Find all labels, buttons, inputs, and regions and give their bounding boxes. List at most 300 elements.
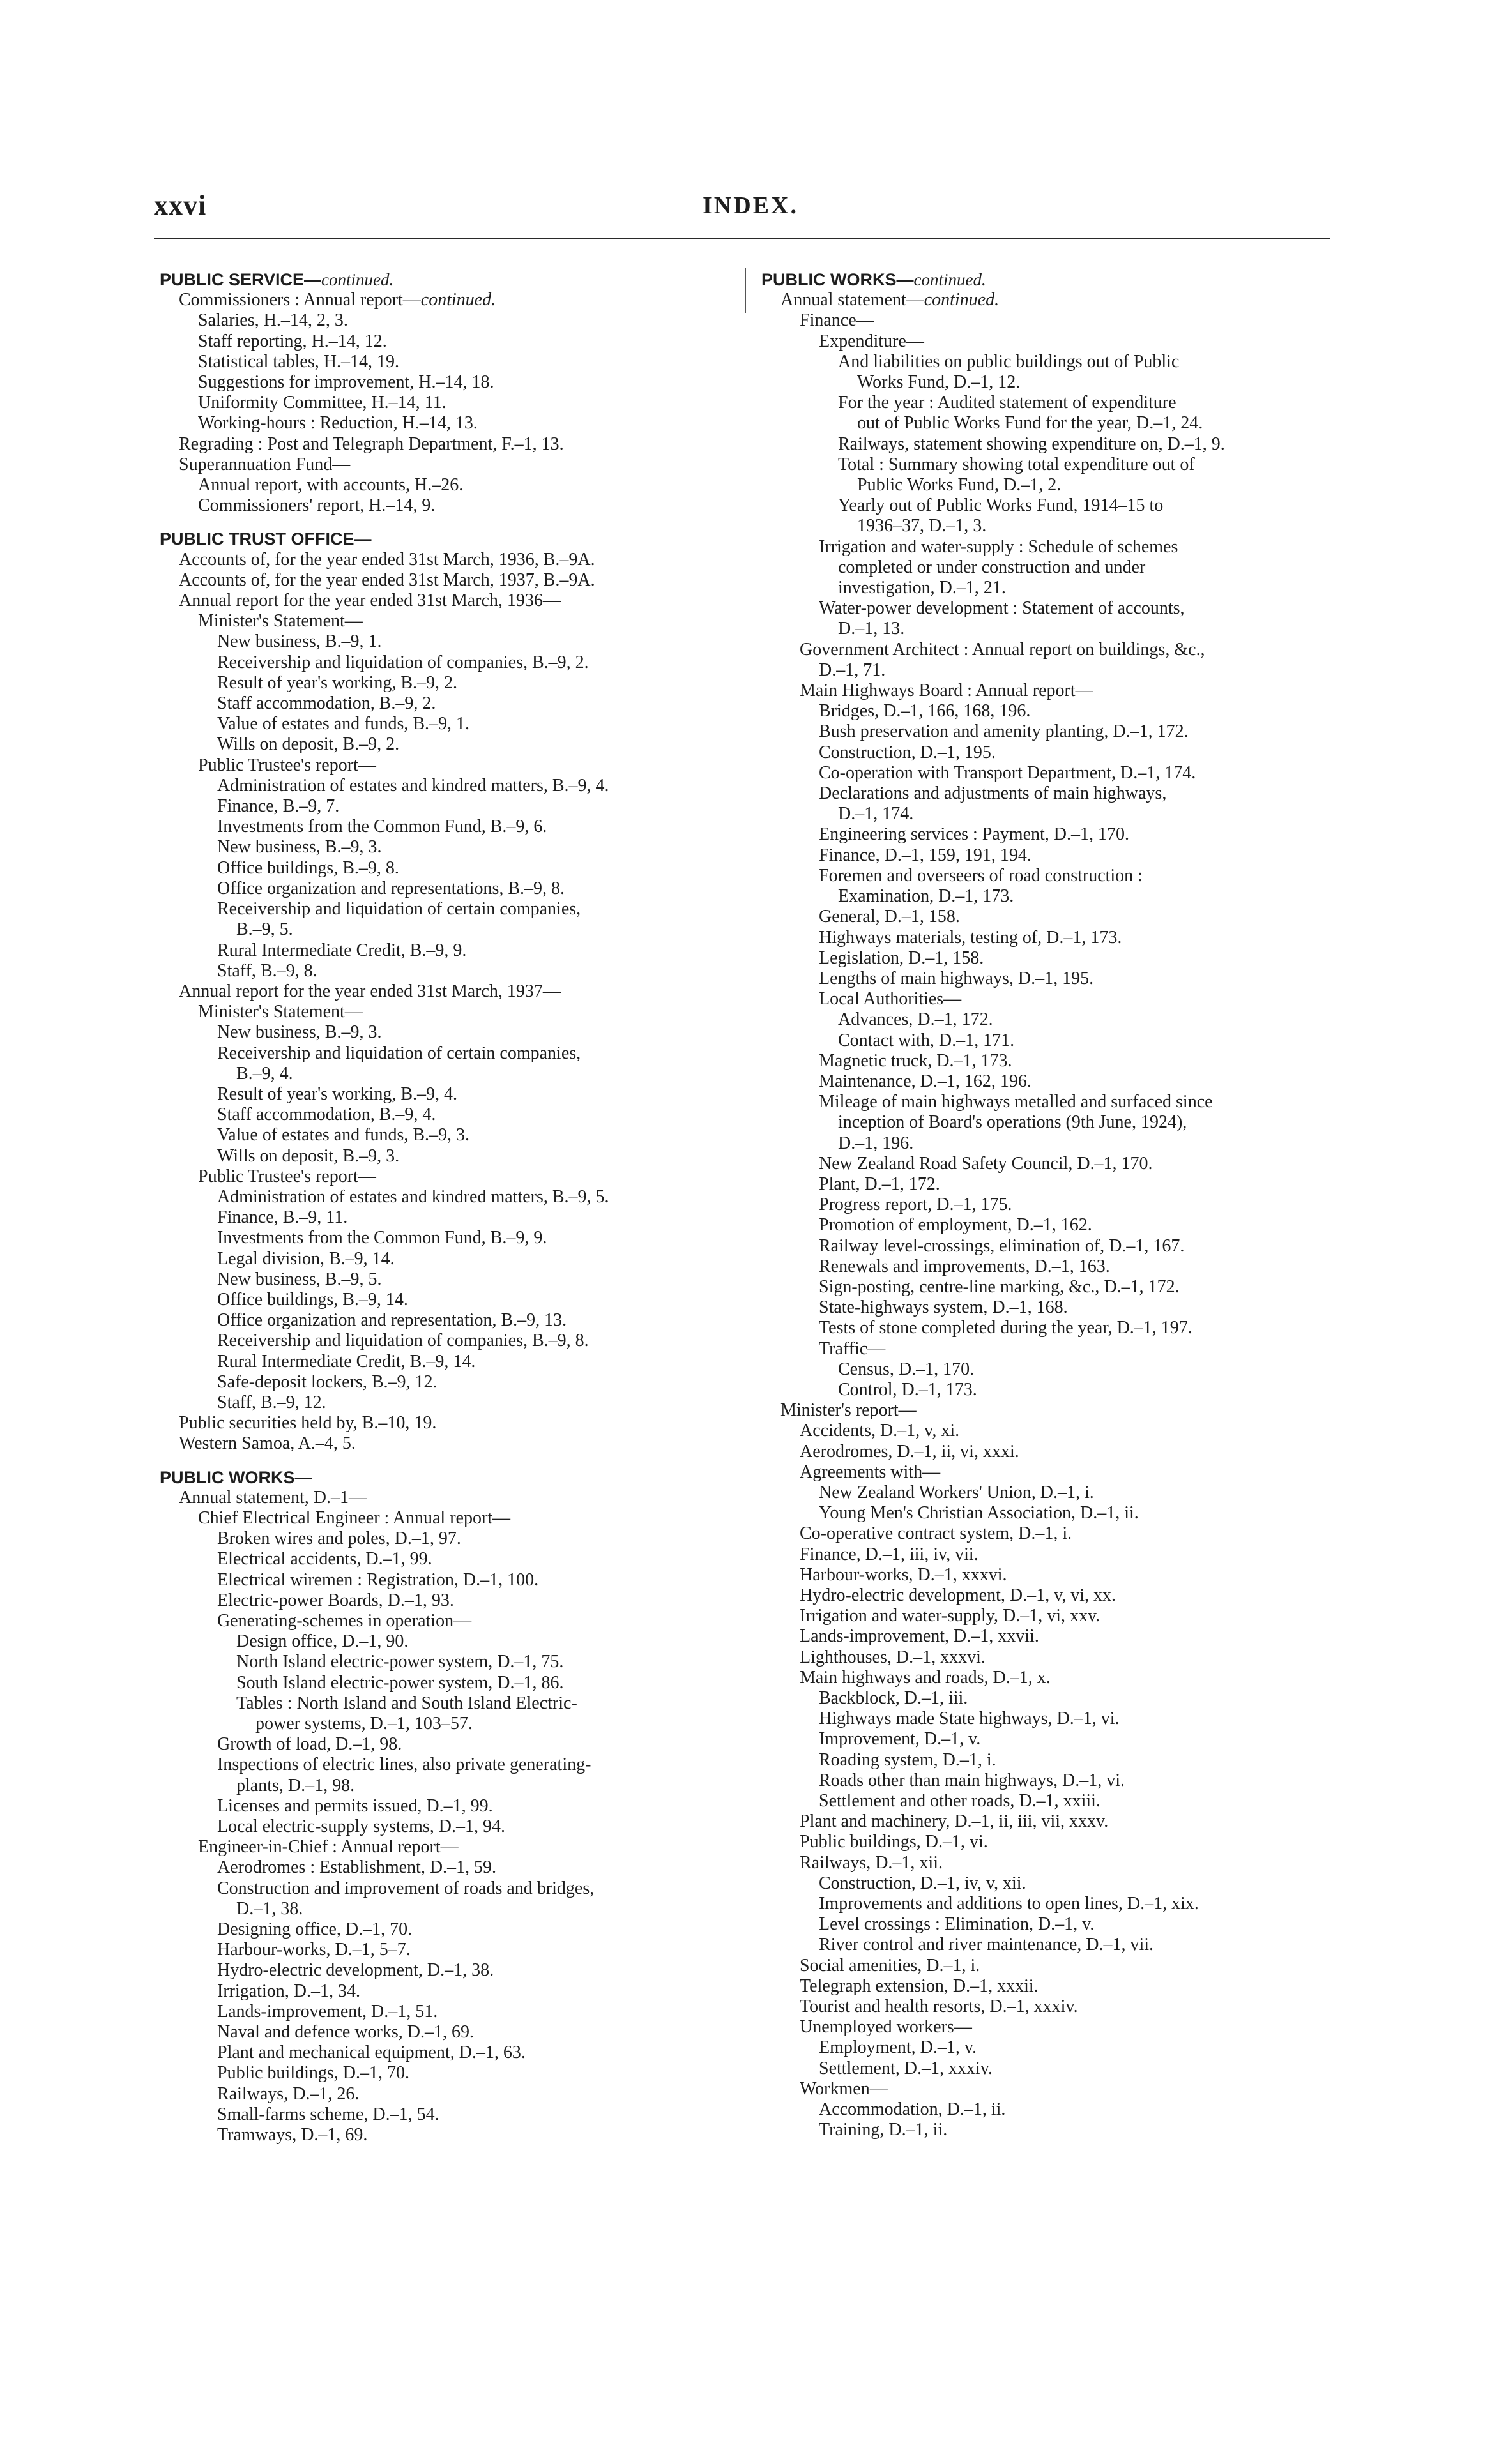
entry-text: Lighthouses, D.–1, xxxvi. — [800, 1647, 986, 1667]
entry-text: Receivership and liquidation of certain companies, — [217, 899, 581, 919]
entry-text: Designing office, D.–1, 70. — [217, 1919, 413, 1940]
entry-text: Public buildings, D.–1, vi. — [800, 1832, 988, 1852]
entry-text: Lengths of main highways, D.–1, 195. — [819, 968, 1094, 988]
entry-text: Finance— — [800, 310, 874, 331]
entry-text: Plant and machinery, D.–1, ii, iii, vii, xxxv. — [800, 1811, 1109, 1832]
entry-text: And liabilities on public buildings out of Public — [838, 351, 1180, 372]
page-number: xxvi — [154, 190, 207, 221]
entry-text: Progress report, D.–1, 175. — [819, 1195, 1012, 1215]
entry-text: Hydro-electric development, D.–1, v, vi, xx. — [800, 1585, 1116, 1605]
entry-text: Main highways and roads, D.–1, x. — [800, 1667, 1051, 1688]
entry-text: Harbour-works, D.–1, xxxvi. — [800, 1564, 1007, 1585]
entry-text: Investments from the Common Fund, B.–9, 9. — [217, 1228, 547, 1248]
entry-text: Hydro-electric development, D.–1, 38. — [217, 1960, 494, 1981]
index-entry — [160, 879, 741, 899]
entry-text: Plant, D.–1, 172. — [819, 1174, 940, 1194]
index-entry — [761, 886, 1336, 907]
entry-text: Aerodromes, D.–1, ii, vi, xxxi. — [800, 1441, 1019, 1462]
entry-text: Railways, D.–1, xii. — [800, 1852, 943, 1873]
entry-text: Suggestions for improvement, H.–14, 18. — [198, 372, 494, 393]
index-entry — [761, 1791, 1336, 1811]
entry-text: Generating-schemes in operation— — [217, 1611, 472, 1631]
index-entry — [761, 2017, 1336, 2037]
entry-text: Water-power development : Statement of accounts, — [819, 598, 1185, 619]
index-entry — [761, 928, 1336, 948]
entry-text: Aerodromes : Establishment, D.–1, 59. — [217, 1857, 497, 1878]
entry-text: Safe-deposit lockers, B.–9, 12. — [217, 1372, 438, 1392]
entry-text: Finance, D.–1, iii, iv, vii. — [800, 1544, 978, 1564]
index-entry — [761, 1832, 1336, 1852]
index-entry — [160, 1899, 741, 1919]
index-entry — [160, 1207, 741, 1228]
entry-text: Result of year's working, B.–9, 4. — [217, 1084, 458, 1104]
entry-text: Highways materials, testing of, D.–1, 173. — [819, 927, 1122, 948]
index-entry — [761, 1853, 1336, 1873]
entry-text: For the year : Audited statement of expenditure — [838, 393, 1176, 413]
index-entry — [761, 1688, 1336, 1709]
index-entry — [160, 714, 741, 734]
entry-text: Declarations and adjustments of main highways, — [819, 783, 1167, 804]
entry-text: Administration of estates and kindred matters, B.–9, 5. — [217, 1186, 609, 1207]
entry-text: Regrading : Post and Telegraph Department, F.–1, 13. — [179, 434, 564, 454]
entry-text: Finance, B.–9, 7. — [217, 796, 340, 817]
entry-text: Working-hours : Reduction, H.–14, 13. — [198, 413, 478, 434]
entry-text: Telegraph extension, D.–1, xxxii. — [800, 1976, 1039, 1996]
index-entry — [160, 475, 741, 495]
index-entry — [761, 660, 1336, 681]
index-entry — [761, 1647, 1336, 1668]
index-entry — [160, 1433, 741, 1454]
entry-text: D.–1, 13. — [838, 619, 905, 639]
index-entry — [761, 1092, 1336, 1112]
index-entry — [160, 1022, 741, 1043]
page-title: INDEX. — [703, 192, 798, 219]
entry-text: Minister's report— — [780, 1400, 917, 1421]
entry-text: Foremen and overseers of road construction : — [819, 865, 1143, 886]
entry-text: Railways, D.–1, 26. — [217, 2083, 360, 2104]
entry-text: Mileage of main highways metalled and surfaced since — [819, 1092, 1213, 1112]
index-entry — [761, 1585, 1336, 1606]
index-entry — [160, 290, 741, 310]
entry-text: Receivership and liquidation of companies, B.–9, 2. — [217, 652, 589, 672]
index-entry — [160, 2022, 741, 2043]
entry-text: Annual statement— — [780, 290, 924, 310]
entry-text: Annual statement, D.–1— — [179, 1487, 367, 1508]
index-entry — [761, 1503, 1336, 1523]
index-entry — [160, 2084, 741, 2105]
index-entry — [160, 1693, 741, 1714]
entry-text: Traffic— — [819, 1338, 886, 1359]
entry-text: Training, D.–1, ii. — [819, 2120, 948, 2140]
left-column — [160, 269, 741, 2145]
index-entry — [160, 1529, 741, 1549]
index-entry — [160, 1372, 741, 1393]
entry-text: Agreements with— — [800, 1462, 941, 1482]
index-entry — [761, 619, 1336, 639]
entry-text: Maintenance, D.–1, 162, 196. — [819, 1071, 1031, 1091]
entry-text: Sign-posting, centre-line marking, &c., D.–1, 172. — [819, 1276, 1180, 1297]
index-entry — [160, 1734, 741, 1755]
entry-text: Irrigation and water-supply, D.–1, vi, xxv. — [800, 1606, 1100, 1626]
index-entry — [761, 845, 1336, 866]
index-entry — [160, 693, 741, 714]
entry-text: New business, B.–9, 3. — [217, 1022, 382, 1043]
index-heading — [761, 269, 1336, 290]
entry-text: Engineer-in-Chief : Annual report— — [198, 1837, 459, 1857]
entry-text: Construction, D.–1, iv, v, xii. — [819, 1873, 1026, 1893]
index-entry — [761, 1771, 1336, 1791]
index-entry — [160, 1249, 741, 1269]
entry-text: completed or under construction and under — [838, 557, 1146, 577]
entry-text: Accounts of, for the year ended 31st March, 1937, B.–9A. — [179, 570, 595, 590]
index-entry — [761, 1133, 1336, 1154]
index-entry — [761, 1811, 1336, 1832]
entry-text: Roading system, D.–1, i. — [819, 1750, 996, 1770]
index-entry — [160, 1796, 741, 1817]
index-entry — [160, 1187, 741, 1207]
index-entry — [160, 1776, 741, 1796]
index-entry — [761, 1873, 1336, 1894]
index-entry — [761, 1236, 1336, 1257]
entry-text: Office organization and representation, B.–9, 13. — [217, 1310, 567, 1331]
entry-text: Commissioners : Annual report— — [179, 290, 421, 310]
entry-text: Annual report for the year ended 31st March, 1936— — [179, 591, 561, 611]
entry-text: Irrigation, D.–1, 34. — [217, 1981, 360, 2001]
index-entry — [160, 550, 741, 570]
header-rule — [154, 238, 1330, 239]
entry-text: Examination, D.–1, 173. — [838, 886, 1014, 907]
entry-text: D.–1, 174. — [838, 804, 914, 824]
entry-text: Backblock, D.–1, iii. — [819, 1688, 968, 1709]
index-entry — [160, 1817, 741, 1837]
entry-text: Co-operative contract system, D.–1, i. — [800, 1523, 1072, 1544]
index-entry — [160, 1981, 741, 2002]
index-entry — [160, 495, 741, 516]
index-entry — [160, 591, 741, 611]
entry-text: Plant and mechanical equipment, D.–1, 63. — [217, 2043, 526, 2063]
entry-text: New Zealand Workers' Union, D.–1, i. — [819, 1482, 1094, 1502]
entry-text: Salaries, H.–14, 2, 3. — [198, 310, 348, 331]
entry-text: B.–9, 5. — [236, 919, 293, 940]
index-entry — [160, 434, 741, 455]
entry-text: Census, D.–1, 170. — [838, 1359, 975, 1379]
index-entry — [761, 1071, 1336, 1092]
entry-text: Public Trustee's report— — [198, 755, 376, 775]
entry-text: PUBLIC TRUST OFFICE— — [160, 529, 372, 549]
index-entry — [160, 1714, 741, 1734]
index-entry — [160, 1064, 741, 1084]
entry-text: Settlement and other roads, D.–1, xxiii. — [819, 1791, 1100, 1811]
entry-text: Bush preservation and amenity planting, D.–1, 172. — [819, 722, 1189, 742]
index-entry — [761, 1297, 1336, 1318]
index-entry — [160, 1591, 741, 1611]
index-entry — [761, 989, 1336, 1009]
index-entry — [160, 1631, 741, 1652]
index-entry — [160, 1146, 741, 1167]
index-entry — [160, 2063, 741, 2083]
entry-text: PUBLIC SERVICE— — [160, 270, 322, 289]
index-entry — [761, 310, 1336, 331]
index-entry — [761, 1483, 1336, 1503]
entry-text: Main Highways Board : Annual report— — [800, 681, 1093, 701]
entry-text: Construction and improvement of roads and bridges, — [217, 1878, 595, 1898]
entry-text: Office buildings, B.–9, 14. — [217, 1289, 408, 1310]
index-entry — [160, 858, 741, 879]
entry-text: Receivership and liquidation of certain companies, — [217, 1043, 581, 1063]
index-entry — [160, 413, 741, 434]
index-entry — [160, 776, 741, 796]
entry-text: Improvement, D.–1, v. — [819, 1729, 981, 1750]
index-entry — [160, 1549, 741, 1569]
index-entry — [761, 2120, 1336, 2140]
entry-text: Office organization and representations, B.–9, 8. — [217, 878, 565, 898]
index-entry — [761, 413, 1336, 434]
entry-text: Lands-improvement, D.–1, xxvii. — [800, 1626, 1039, 1647]
index-heading — [160, 529, 741, 549]
index-entry — [160, 1570, 741, 1591]
entry-text: Staff, B.–9, 8. — [217, 960, 317, 981]
entry-text: New business, B.–9, 3. — [217, 837, 382, 858]
entry-text: Uniformity Committee, H.–14, 11. — [198, 393, 446, 413]
index-entry — [160, 796, 741, 817]
index-entry — [160, 1043, 741, 1064]
entry-text: Young Men's Christian Association, D.–1, ii. — [819, 1503, 1139, 1523]
index-entry — [160, 1290, 741, 1310]
index-entry — [761, 1257, 1336, 1277]
index-entry — [761, 1421, 1336, 1441]
entry-text: Advances, D.–1, 172. — [838, 1009, 993, 1030]
index-entry — [160, 817, 741, 837]
index-entry — [160, 981, 741, 1002]
index-entry — [761, 290, 1336, 310]
entry-text: Tables : North Island and South Island Electric- — [236, 1693, 577, 1713]
entry-text: D.–1, 71. — [819, 660, 886, 680]
index-entry — [761, 1339, 1336, 1359]
index-entry — [160, 1508, 741, 1529]
entry-text: investigation, D.–1, 21. — [838, 578, 1006, 598]
index-entry — [761, 1359, 1336, 1380]
index-entry — [160, 1228, 741, 1248]
entry-text: Rural Intermediate Credit, B.–9, 14. — [217, 1351, 476, 1372]
entry-text: Inspections of electric lines, also private generating- — [217, 1755, 591, 1775]
entry-text: Statistical tables, H.–14, 19. — [198, 351, 399, 372]
index-entry — [761, 393, 1336, 413]
index-entry — [761, 907, 1336, 927]
index-entry — [761, 701, 1336, 722]
entry-text: power systems, D.–1, 103–57. — [255, 1714, 473, 1734]
index-entry — [761, 743, 1336, 763]
index-entry — [160, 653, 741, 673]
entry-text: Result of year's working, B.–9, 2. — [217, 672, 458, 693]
entry-text: Irrigation and water-supply : Schedule of schemes — [819, 536, 1178, 557]
index-heading — [160, 269, 741, 290]
index-entry — [160, 1413, 741, 1433]
entry-text: Settlement, D.–1, xxxiv. — [819, 2058, 993, 2078]
index-entry — [160, 1084, 741, 1105]
entry-text: Tourist and health resorts, D.–1, xxxiv. — [800, 1997, 1078, 2017]
index-entry — [761, 352, 1336, 372]
entry-text: Legislation, D.–1, 158. — [819, 948, 984, 968]
index-entry — [761, 598, 1336, 619]
entry-text: Tests of stone completed during the year, D.–1, 197. — [819, 1318, 1192, 1338]
entry-text: Wills on deposit, B.–9, 3. — [217, 1145, 400, 1166]
index-entry — [761, 804, 1336, 824]
index-entry — [160, 570, 741, 591]
entry-text: Naval and defence works, D.–1, 69. — [217, 2022, 474, 2043]
index-entry — [160, 1673, 741, 1693]
index-entry — [761, 1523, 1336, 1544]
index-entry — [160, 2002, 741, 2022]
index-entry — [761, 1935, 1336, 1955]
entry-text: D.–1, 38. — [236, 1898, 303, 1919]
index-entry — [160, 1105, 741, 1125]
index-entry — [761, 1318, 1336, 1338]
entry-text: New Zealand Road Safety Council, D.–1, 170. — [819, 1153, 1153, 1174]
index-entry — [160, 1269, 741, 1290]
entry-text: Bridges, D.–1, 166, 168, 196. — [819, 701, 1031, 722]
continued-label: continued. — [924, 290, 1000, 310]
index-entry — [761, 372, 1336, 393]
index-entry — [761, 1668, 1336, 1688]
entry-text: Engineering services : Payment, D.–1, 170. — [819, 824, 1130, 845]
index-entry — [160, 631, 741, 652]
entry-text: Expenditure— — [819, 331, 924, 351]
entry-text: Public Trustee's report— — [198, 1166, 376, 1186]
index-entry — [160, 2125, 741, 2145]
index-heading — [160, 1467, 741, 1488]
entry-text: Roads other than main highways, D.–1, vi. — [819, 1770, 1125, 1790]
index-entry — [761, 1051, 1336, 1071]
index-entry — [761, 866, 1336, 886]
index-entry — [160, 1002, 741, 1022]
continued-label: continued. — [420, 290, 496, 310]
index-entry — [761, 2059, 1336, 2079]
index-entry — [160, 1940, 741, 1960]
index-entry — [160, 1837, 741, 1857]
index-entry — [761, 1112, 1336, 1133]
entry-text: PUBLIC WORKS— — [160, 1467, 312, 1487]
index-entry — [160, 331, 741, 352]
entry-text: Receivership and liquidation of companies, B.–9, 8. — [217, 1331, 589, 1351]
entry-text: Annual report for the year ended 31st March, 1937— — [179, 981, 561, 1001]
index-entry — [160, 899, 741, 919]
index-entry — [160, 1857, 741, 1878]
entry-text: Level crossings : Elimination, D.–1, v. — [819, 1914, 1095, 1935]
entry-text: Tramways, D.–1, 69. — [217, 2125, 368, 2145]
index-entry — [160, 1331, 741, 1351]
entry-text: Chief Electrical Engineer : Annual report— — [198, 1508, 511, 1528]
index-entry — [160, 455, 741, 475]
entry-text: Accommodation, D.–1, ii. — [819, 2099, 1006, 2120]
index-entry — [160, 919, 741, 940]
entry-text: Staff reporting, H.–14, 12. — [198, 331, 387, 351]
index-entry — [761, 495, 1336, 516]
entry-text: New business, B.–9, 5. — [217, 1269, 382, 1289]
index-entry — [160, 1393, 741, 1413]
index-entry — [761, 1914, 1336, 1935]
entry-text: Improvements and additions to open lines, D.–1, xix. — [819, 1894, 1199, 1914]
index-entry — [761, 948, 1336, 969]
index-entry — [160, 1652, 741, 1672]
entry-text: Highways made State highways, D.–1, vi. — [819, 1709, 1120, 1729]
index-entry — [160, 961, 741, 981]
entry-text: Control, D.–1, 173. — [838, 1379, 977, 1400]
index-entry — [761, 640, 1336, 660]
index-entry — [160, 1919, 741, 1940]
entry-text: Minister's Statement— — [198, 1002, 363, 1022]
entry-text: Annual report, with accounts, H.–26. — [198, 475, 464, 495]
entry-text: North Island electric-power system, D.–1, 75. — [236, 1652, 564, 1672]
entry-text: PUBLIC WORKS— — [761, 270, 914, 289]
entry-text: Rural Intermediate Credit, B.–9, 9. — [217, 940, 467, 960]
entry-text: Social amenities, D.–1, i. — [800, 1955, 980, 1976]
entry-text: State-highways system, D.–1, 168. — [819, 1297, 1068, 1318]
entry-text: 1936–37, D.–1, 3. — [857, 516, 987, 536]
index-entry — [160, 734, 741, 755]
index-entry — [160, 393, 741, 413]
index-entry — [761, 1442, 1336, 1462]
index-entry — [761, 516, 1336, 536]
index-entry — [761, 557, 1336, 578]
entry-text: Finance, B.–9, 11. — [217, 1207, 348, 1228]
entry-text: Commissioners' report, H.–14, 9. — [198, 495, 436, 516]
index-entry — [761, 2079, 1336, 2099]
entry-text: Contact with, D.–1, 171. — [838, 1030, 1015, 1050]
entry-text: Accounts of, for the year ended 31st March, 1936, B.–9A. — [179, 549, 595, 570]
entry-text: Staff accommodation, B.–9, 2. — [217, 693, 436, 714]
column-divider — [745, 268, 746, 313]
index-entry — [761, 1380, 1336, 1400]
entry-text: Harbour-works, D.–1, 5–7. — [217, 1940, 411, 1960]
entry-text: Licenses and permits issued, D.–1, 99. — [217, 1795, 493, 1816]
index-entry — [160, 372, 741, 393]
entry-text: Design office, D.–1, 90. — [236, 1631, 409, 1652]
entry-text: Public buildings, D.–1, 70. — [217, 2063, 410, 2083]
entry-text: Works Fund, D.–1, 12. — [857, 372, 1021, 393]
entry-text: Railway level-crossings, elimination of, D.–1, 167. — [819, 1236, 1185, 1256]
entry-text: B.–9, 4. — [236, 1063, 293, 1084]
entry-text: Staff accommodation, B.–9, 4. — [217, 1105, 436, 1125]
index-entry — [160, 1167, 741, 1187]
index-entry — [761, 1565, 1336, 1585]
index-entry — [761, 2037, 1336, 2058]
entry-text: Local electric-supply systems, D.–1, 94. — [217, 1817, 506, 1837]
entry-text: Growth of load, D.–1, 98. — [217, 1734, 402, 1755]
entry-text: inception of Board's operations (9th June, 1924), — [838, 1112, 1187, 1133]
entry-text: Minister's Statement— — [198, 611, 363, 631]
index-entry — [761, 1997, 1336, 2017]
continued-label: continued. — [321, 270, 394, 289]
index-entry — [160, 1878, 741, 1899]
index-entry — [761, 1031, 1336, 1051]
entry-text: Broken wires and poles, D.–1, 97. — [217, 1529, 461, 1549]
entry-text: Magnetic truck, D.–1, 173. — [819, 1050, 1012, 1071]
entry-text: Unemployed workers— — [800, 2017, 972, 2037]
index-entry — [160, 2043, 741, 2063]
entry-text: South Island electric-power system, D.–1, 86. — [236, 1672, 564, 1693]
entry-text: Staff, B.–9, 12. — [217, 1392, 326, 1412]
index-entry — [761, 1976, 1336, 1997]
index-entry — [160, 1310, 741, 1331]
index-entry — [761, 331, 1336, 352]
entry-text: Total : Summary showing total expenditure out of — [838, 454, 1195, 474]
index-entry — [761, 681, 1336, 701]
index-entry — [160, 1125, 741, 1145]
index-entry — [761, 578, 1336, 598]
entry-text: Wills on deposit, B.–9, 2. — [217, 734, 400, 755]
index-entry — [160, 1611, 741, 1631]
index-entry — [761, 969, 1336, 989]
